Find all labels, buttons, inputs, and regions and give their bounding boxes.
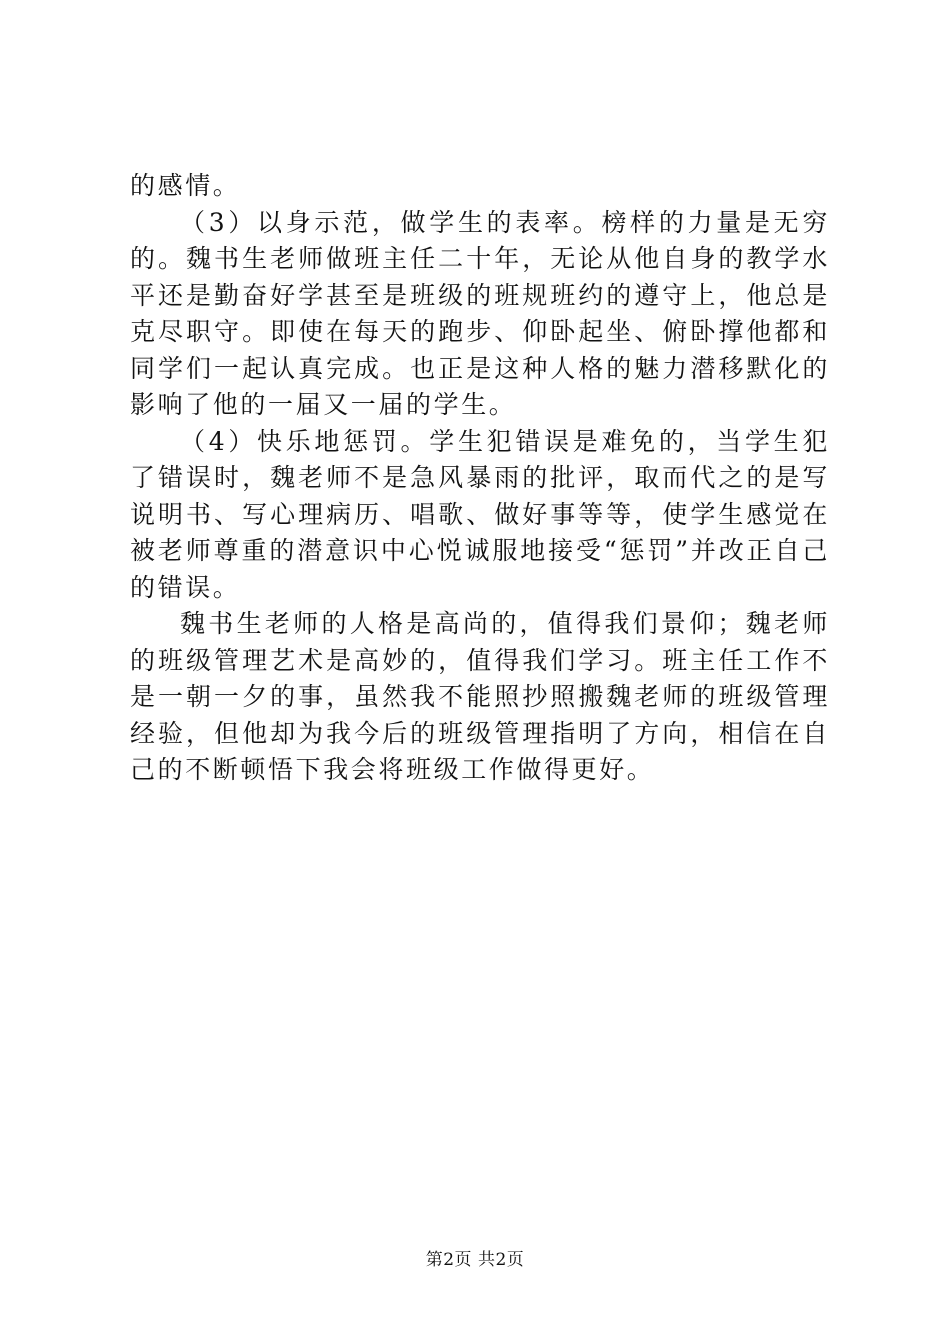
paragraph-item-4: （4）快乐地惩罚。学生犯错误是难免的，当学生犯了错误时，魏老师不是急风暴雨的批评，取而代之的是写说明书、写心理病历、唱歌、做好事等等，使学生感觉在被老师尊重的潜意识中心悦诚服地接受“惩罚”并改正自己的错误。 [130,426,830,602]
paragraph-continuation: 的感情。 [130,171,241,200]
page-number-footer: 第2页 共2页 [425,1250,525,1270]
paragraph-conclusion: 魏书生老师的人格是高尚的，值得我们景仰；魏老师的班级管理艺术是高妙的，值得我们学习。班主任工作不是一朝一夕的事，虽然我不能照抄照搬魏老师的班级管理经验，但他却为我今后的班级管理指明了方向，相信在自己的不断顿悟下我会将班级工作做得更好。 [130,609,830,784]
document-body [130,168,830,789]
paragraph-item-3: （3）以身示范，做学生的表率。榜样的力量是无穷的。魏书生老师做班主任二十年，无论从他自身的教学水平还是勤奋好学甚至是班级的班规班约的遵守上，他总是克尽职守。即使在每天的跑步、仰卧起坐、俯卧撑他都和同学们一起认真完成。也正是这种人格的魅力潜移默化的影响了他的一届又一届的学生。 [130,207,830,419]
